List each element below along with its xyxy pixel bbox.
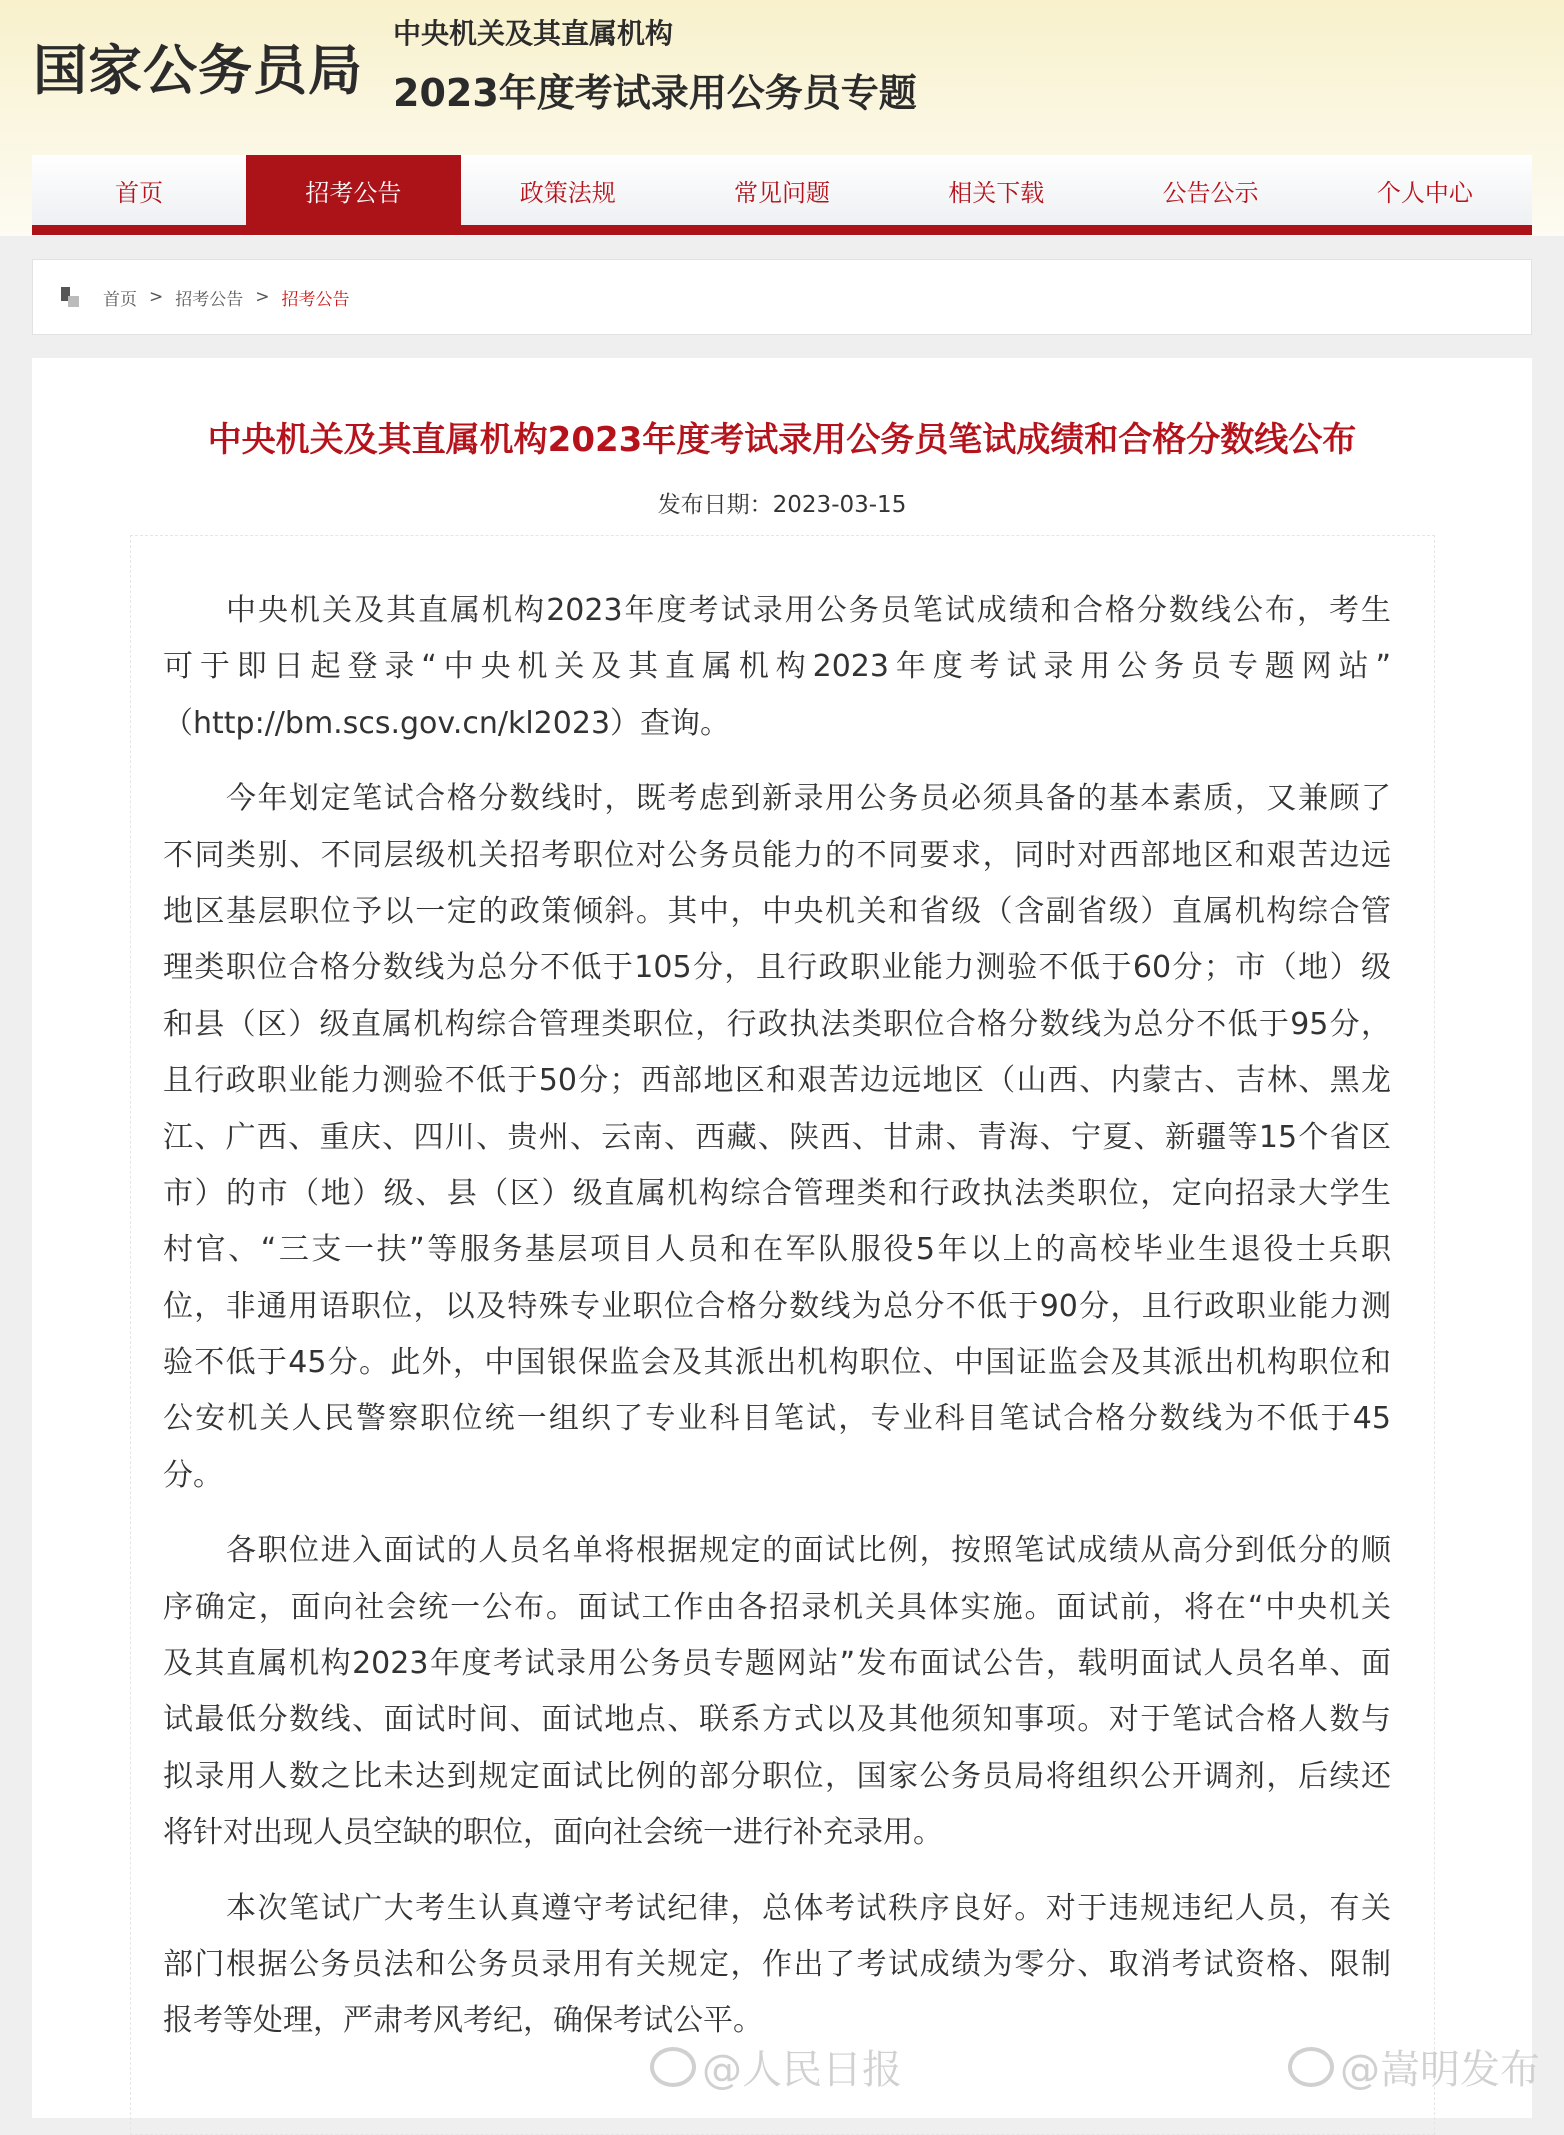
- paragraph-line: 验不低于45分。此外，中国银保监会及其派出机构职位、中国证监会及其派出机构职位和: [163, 1345, 1391, 1381]
- paragraph: [163, 583, 1391, 752]
- breadcrumb-separator: >: [149, 287, 164, 307]
- nav-downloads[interactable]: 相关下载: [948, 178, 1045, 207]
- site-subtitle: 中央机关及其直属机构: [393, 17, 674, 50]
- breadcrumb-home[interactable]: 首页: [103, 289, 137, 310]
- paragraph-line: 试最低分数线、面试时间、面试地点、联系方式以及其他须知事项。对于笔试合格人数与: [163, 1702, 1391, 1738]
- publish-date: 发布日期：2023-03-15: [657, 492, 907, 518]
- paragraph-line: 位，非通用语职位，以及特殊专业职位合格分数线为总分不低于90分，且行政职业能力测: [163, 1288, 1391, 1324]
- main-nav: [32, 155, 1532, 235]
- paragraph-line: 中央机关及其直属机构2023年度考试录用公务员笔试成绩和合格分数线公布，考生: [226, 593, 1391, 628]
- paragraph-line: 市）的市（地）级、县（区）级直属机构综合管理类和行政执法类职位，定向招录大学生: [163, 1175, 1391, 1211]
- paragraph-line: 理类职位合格分数线为总分不低于105分，且行政职业能力测验不低于60分；市（地）级: [163, 950, 1391, 986]
- paragraph-line: 分。: [163, 1457, 223, 1493]
- paragraph: [163, 1523, 1391, 1861]
- nav-personal-center[interactable]: 个人中心: [1376, 178, 1473, 207]
- breadcrumb-announcements[interactable]: 招考公告: [175, 289, 244, 310]
- paragraph-line: 江、广西、重庆、四川、贵州、云南、西藏、陕西、甘肃、青海、宁夏、新疆等15个省区: [163, 1119, 1391, 1155]
- article-title: 中央机关及其直属机构2023年度考试录用公务员笔试成绩和合格分数线公布: [207, 420, 1357, 460]
- paragraph-line: 本次笔试广大考生认真遵守考试纪律，总体考试秩序良好。对于违规违纪人员，有关: [226, 1890, 1391, 1926]
- paragraph-line: 及其直属机构2023年度考试录用公务员专题网站”发布面试公告，载明面试人员名单、面: [163, 1646, 1391, 1682]
- paragraph: [163, 771, 1391, 1504]
- paragraph-line: 部门根据公务员法和公务员录用有关规定，作出了考试成绩为零分、取消考试资格、限制: [163, 1946, 1391, 1982]
- nav-policies[interactable]: 政策法规: [519, 178, 616, 207]
- breadcrumb: [32, 259, 1532, 335]
- paragraph: [163, 1881, 1391, 2050]
- paragraph-line: 今年划定笔试合格分数线时，既考虑到新录用公务员必须具备的基本素质，又兼顾了: [226, 781, 1391, 817]
- paragraph-line: 且行政职业能力测验不低于50分；西部地区和艰苦边远地区（山西、内蒙古、吉林、黑龙: [163, 1063, 1391, 1099]
- site-logo[interactable]: 国家公务员局: [33, 39, 363, 102]
- paragraph-line: 各职位进入面试的人员名单将根据规定的面试比例，按照笔试成绩从高分到低分的顺: [226, 1533, 1391, 1569]
- article-body: [163, 583, 1391, 2069]
- paragraph-line: 可于即日起登录“中央机关及其直属机构2023年度考试录用公务员专题网站”: [163, 649, 1391, 685]
- paragraph-line: 公安机关人民警察职位统一组织了专业科目笔试，专业科目笔试合格分数线为不低于45: [163, 1401, 1391, 1437]
- paragraph-line: 不同类别、不同层级机关招考职位对公务员能力的不同要求，同时对西部地区和艰苦边远: [163, 837, 1391, 873]
- breadcrumb-current[interactable]: 招考公告: [281, 289, 350, 310]
- watermark-text: @人民日报: [702, 2047, 902, 2093]
- nav-notices[interactable]: 公告公示: [1162, 178, 1259, 207]
- paragraph-line: 将针对出现人员空缺的职位，面向社会统一进行补充录用。: [163, 1815, 943, 1851]
- nav-home[interactable]: 首页: [115, 178, 164, 207]
- watermark: [1288, 2038, 1540, 2095]
- paragraph-line: （http://bm.scs.gov.cn/kl2023）查询。: [163, 705, 731, 741]
- nav-faq[interactable]: 常见问题: [733, 178, 830, 207]
- breadcrumb-separator: >: [255, 287, 270, 307]
- paragraph-line: 报考等处理，严肃考风考纪，确保考试公平。: [163, 2003, 763, 2039]
- site-subtitle-main: 2023年度考试录用公务员专题: [393, 71, 917, 115]
- watermark-text: @嵩明发布: [1340, 2047, 1540, 2093]
- paragraph-line: 和县（区）级直属机构综合管理类职位，行政执法类职位合格分数线为总分不低于95分，: [163, 1006, 1391, 1042]
- paragraph-line: 拟录用人数之比未达到规定面试比例的部分职位，国家公务员局将组织公开调剂，后续还: [163, 1758, 1391, 1794]
- weibo-icon: [650, 2047, 696, 2087]
- location-icon: [61, 287, 79, 307]
- weibo-icon: [1288, 2047, 1334, 2087]
- paragraph-line: 地区基层职位予以一定的政策倾斜。其中，中央机关和省级（含副省级）直属机构综合管: [163, 893, 1391, 929]
- paragraph-line: 序确定，面向社会统一公布。面试工作由各招录机关具体实施。面试前，将在“中央机关: [163, 1589, 1391, 1625]
- paragraph-line: 村官、“三支一扶”等服务基层项目人员和在军队服役5年以上的高校毕业生退役士兵职: [163, 1232, 1391, 1268]
- nav-announcements[interactable]: 招考公告: [246, 155, 460, 225]
- watermark: [650, 2038, 902, 2095]
